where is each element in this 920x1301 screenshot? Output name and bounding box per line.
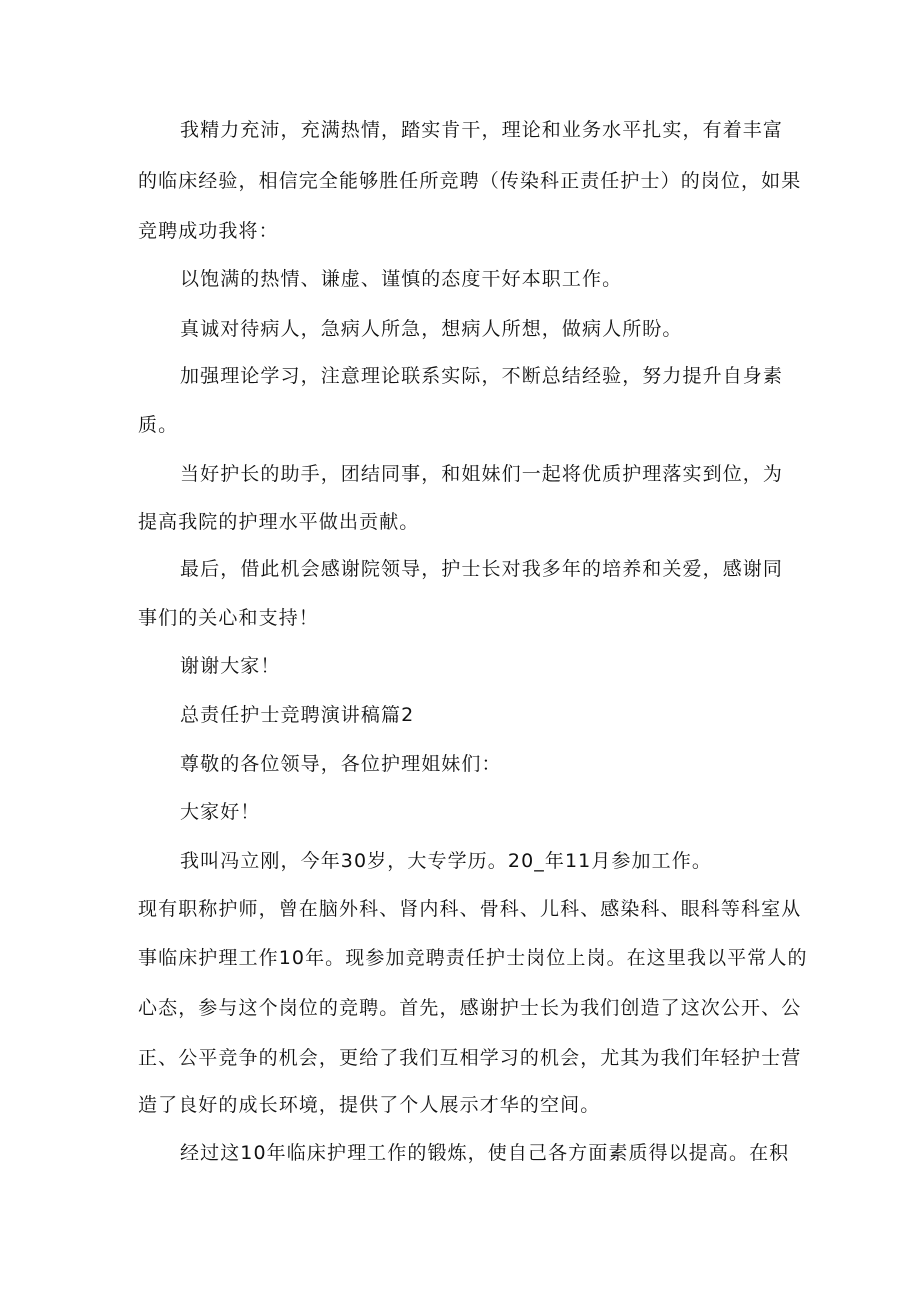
salutation: 尊敬的各位领导，各位护理姐妹们：: [180, 753, 502, 775]
paragraph-line: 现有职称护师，曾在脑外科、肾内科、骨科、儿科、感染科、眼科等科室从: [138, 898, 802, 920]
greeting: 大家好！: [180, 801, 261, 823]
paragraph-line: 事们的关心和支持！: [138, 607, 319, 629]
paragraph-line: 加强理论学习，注意理论联系实际，不断总结经验，努力提升自身素: [180, 365, 784, 387]
paragraph-line: 当好护长的助手，团结同事，和姐妹们一起将优质护理落实到位，为: [180, 463, 784, 485]
paragraph-line: 的临床经验，相信完全能够胜任所竞聘（传染科正责任护士）的岗位，如果: [138, 170, 802, 192]
paragraph-line: 谢谢大家！: [180, 655, 281, 677]
paragraph-line: 质。: [138, 414, 179, 436]
paragraph-line: 我精力充沛，充满热情，踏实肯干，理论和业务水平扎实，有着丰富: [180, 119, 784, 141]
paragraph-line: 正、公平竞争的机会，更给了我们互相学习的机会，尤其为我们年轻护士营: [138, 1047, 802, 1069]
paragraph-line: 事临床护理工作10年。现参加竞聘责任护士岗位上岗。在这里我以平常人的: [138, 947, 808, 969]
paragraph-line: 我叫冯立刚，今年30岁，大专学历。20_年11月参加工作。: [180, 850, 712, 872]
paragraph-line: 以饱满的热情、谦虚、谨慎的态度干好本职工作。: [180, 268, 623, 290]
paragraph-line: 心态，参与这个岗位的竞聘。首先，感谢护士长为我们创造了这次公开、公: [138, 997, 802, 1019]
paragraph-line: 最后，借此机会感谢院领导，护士长对我多年的培养和关爱，感谢同: [180, 558, 784, 580]
section-heading: 总责任护士竞聘演讲稿篇2: [180, 704, 415, 726]
paragraph-line: 造了良好的成长环境，提供了个人展示才华的空间。: [138, 1094, 601, 1116]
paragraph-line: 提高我院的护理水平做出贡献。: [138, 511, 420, 533]
paragraph-line: 真诚对待病人，急病人所急，想病人所想，做病人所盼。: [180, 318, 683, 340]
paragraph-line: 竞聘成功我将：: [138, 220, 279, 242]
paragraph-line: 经过这10年临床护理工作的锻炼，使自己各方面素质得以提高。在积: [180, 1142, 790, 1164]
